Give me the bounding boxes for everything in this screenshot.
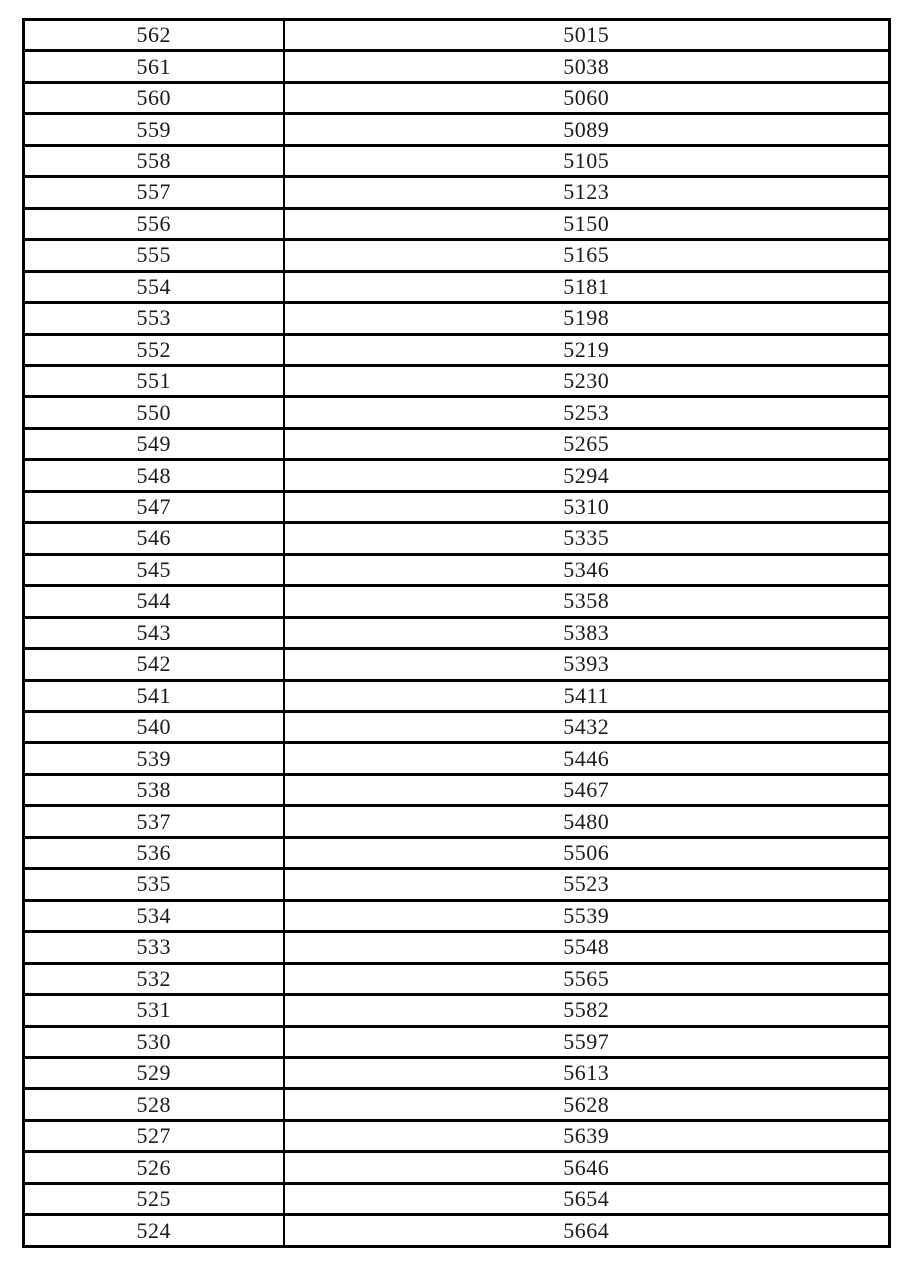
right-value-cell: 5105 — [284, 145, 890, 176]
right-value-cell: 5654 — [284, 1183, 890, 1214]
table-row — [24, 1120, 890, 1151]
table-row — [24, 617, 890, 648]
left-value-cell: 533 — [24, 932, 284, 963]
left-value-cell: 557 — [24, 177, 284, 208]
left-value-cell: 540 — [24, 711, 284, 742]
left-value-cell: 524 — [24, 1215, 284, 1247]
two-column-number-table — [22, 18, 891, 1248]
left-value-cell: 555 — [24, 240, 284, 271]
table-row — [24, 869, 890, 900]
table-row — [24, 82, 890, 113]
right-value-cell: 5038 — [284, 51, 890, 82]
left-value-cell: 550 — [24, 397, 284, 428]
left-value-cell: 554 — [24, 271, 284, 302]
right-value-cell: 5253 — [284, 397, 890, 428]
table-row — [24, 114, 890, 145]
left-value-cell: 529 — [24, 1057, 284, 1088]
table-row — [24, 1057, 890, 1088]
table-row — [24, 145, 890, 176]
table-row — [24, 1183, 890, 1214]
table-row — [24, 680, 890, 711]
left-value-cell: 525 — [24, 1183, 284, 1214]
table-row — [24, 743, 890, 774]
table-row — [24, 900, 890, 931]
right-value-cell: 5294 — [284, 460, 890, 491]
table-row — [24, 240, 890, 271]
right-value-cell: 5089 — [284, 114, 890, 145]
right-value-cell: 5219 — [284, 334, 890, 365]
left-value-cell: 527 — [24, 1120, 284, 1151]
right-value-cell: 5506 — [284, 837, 890, 868]
table-row — [24, 491, 890, 522]
left-value-cell: 553 — [24, 303, 284, 334]
left-value-cell: 530 — [24, 1026, 284, 1057]
right-value-cell: 5015 — [284, 20, 890, 51]
table-row — [24, 806, 890, 837]
right-value-cell: 5060 — [284, 82, 890, 113]
right-value-cell: 5432 — [284, 711, 890, 742]
right-value-cell: 5597 — [284, 1026, 890, 1057]
right-value-cell: 5613 — [284, 1057, 890, 1088]
left-value-cell: 548 — [24, 460, 284, 491]
left-value-cell: 537 — [24, 806, 284, 837]
table-row — [24, 1215, 890, 1247]
right-value-cell: 5393 — [284, 649, 890, 680]
left-value-cell: 531 — [24, 995, 284, 1026]
table-row — [24, 365, 890, 396]
right-value-cell: 5198 — [284, 303, 890, 334]
left-value-cell: 551 — [24, 365, 284, 396]
right-value-cell: 5165 — [284, 240, 890, 271]
left-value-cell: 538 — [24, 774, 284, 805]
right-value-cell: 5150 — [284, 208, 890, 239]
left-value-cell: 562 — [24, 20, 284, 51]
right-value-cell: 5411 — [284, 680, 890, 711]
right-value-cell: 5383 — [284, 617, 890, 648]
left-value-cell: 528 — [24, 1089, 284, 1120]
table-row — [24, 649, 890, 680]
left-value-cell: 536 — [24, 837, 284, 868]
left-value-cell: 561 — [24, 51, 284, 82]
right-value-cell: 5565 — [284, 963, 890, 994]
table-row — [24, 460, 890, 491]
right-value-cell: 5639 — [284, 1120, 890, 1151]
right-value-cell: 5523 — [284, 869, 890, 900]
right-value-cell: 5582 — [284, 995, 890, 1026]
right-value-cell: 5664 — [284, 1215, 890, 1247]
left-value-cell: 535 — [24, 869, 284, 900]
left-value-cell: 534 — [24, 900, 284, 931]
left-value-cell: 539 — [24, 743, 284, 774]
left-value-cell: 541 — [24, 680, 284, 711]
right-value-cell: 5480 — [284, 806, 890, 837]
left-value-cell: 542 — [24, 649, 284, 680]
table-row — [24, 523, 890, 554]
table-row — [24, 208, 890, 239]
right-value-cell: 5548 — [284, 932, 890, 963]
table-row — [24, 554, 890, 585]
left-value-cell: 552 — [24, 334, 284, 365]
right-value-cell: 5310 — [284, 491, 890, 522]
table-row — [24, 20, 890, 51]
table-row — [24, 51, 890, 82]
right-value-cell: 5123 — [284, 177, 890, 208]
table-row — [24, 774, 890, 805]
left-value-cell: 545 — [24, 554, 284, 585]
table-row — [24, 837, 890, 868]
right-value-cell: 5646 — [284, 1152, 890, 1183]
table-row — [24, 1026, 890, 1057]
left-value-cell: 532 — [24, 963, 284, 994]
table-row — [24, 1089, 890, 1120]
table-row — [24, 711, 890, 742]
right-value-cell: 5467 — [284, 774, 890, 805]
left-value-cell: 549 — [24, 428, 284, 459]
table-row — [24, 586, 890, 617]
left-value-cell: 558 — [24, 145, 284, 176]
right-value-cell: 5335 — [284, 523, 890, 554]
right-value-cell: 5181 — [284, 271, 890, 302]
table-row — [24, 1152, 890, 1183]
left-value-cell: 544 — [24, 586, 284, 617]
left-value-cell: 556 — [24, 208, 284, 239]
table-row — [24, 428, 890, 459]
right-value-cell: 5265 — [284, 428, 890, 459]
table-row — [24, 334, 890, 365]
table-row — [24, 397, 890, 428]
right-value-cell: 5358 — [284, 586, 890, 617]
left-value-cell: 543 — [24, 617, 284, 648]
table-row — [24, 995, 890, 1026]
table-body — [24, 20, 890, 1247]
right-value-cell: 5628 — [284, 1089, 890, 1120]
table-row — [24, 303, 890, 334]
left-value-cell: 560 — [24, 82, 284, 113]
left-value-cell: 547 — [24, 491, 284, 522]
table-row — [24, 932, 890, 963]
table-row — [24, 271, 890, 302]
table-row — [24, 963, 890, 994]
right-value-cell: 5446 — [284, 743, 890, 774]
right-value-cell: 5346 — [284, 554, 890, 585]
left-value-cell: 559 — [24, 114, 284, 145]
right-value-cell: 5230 — [284, 365, 890, 396]
table-row — [24, 177, 890, 208]
left-value-cell: 546 — [24, 523, 284, 554]
left-value-cell: 526 — [24, 1152, 284, 1183]
right-value-cell: 5539 — [284, 900, 890, 931]
